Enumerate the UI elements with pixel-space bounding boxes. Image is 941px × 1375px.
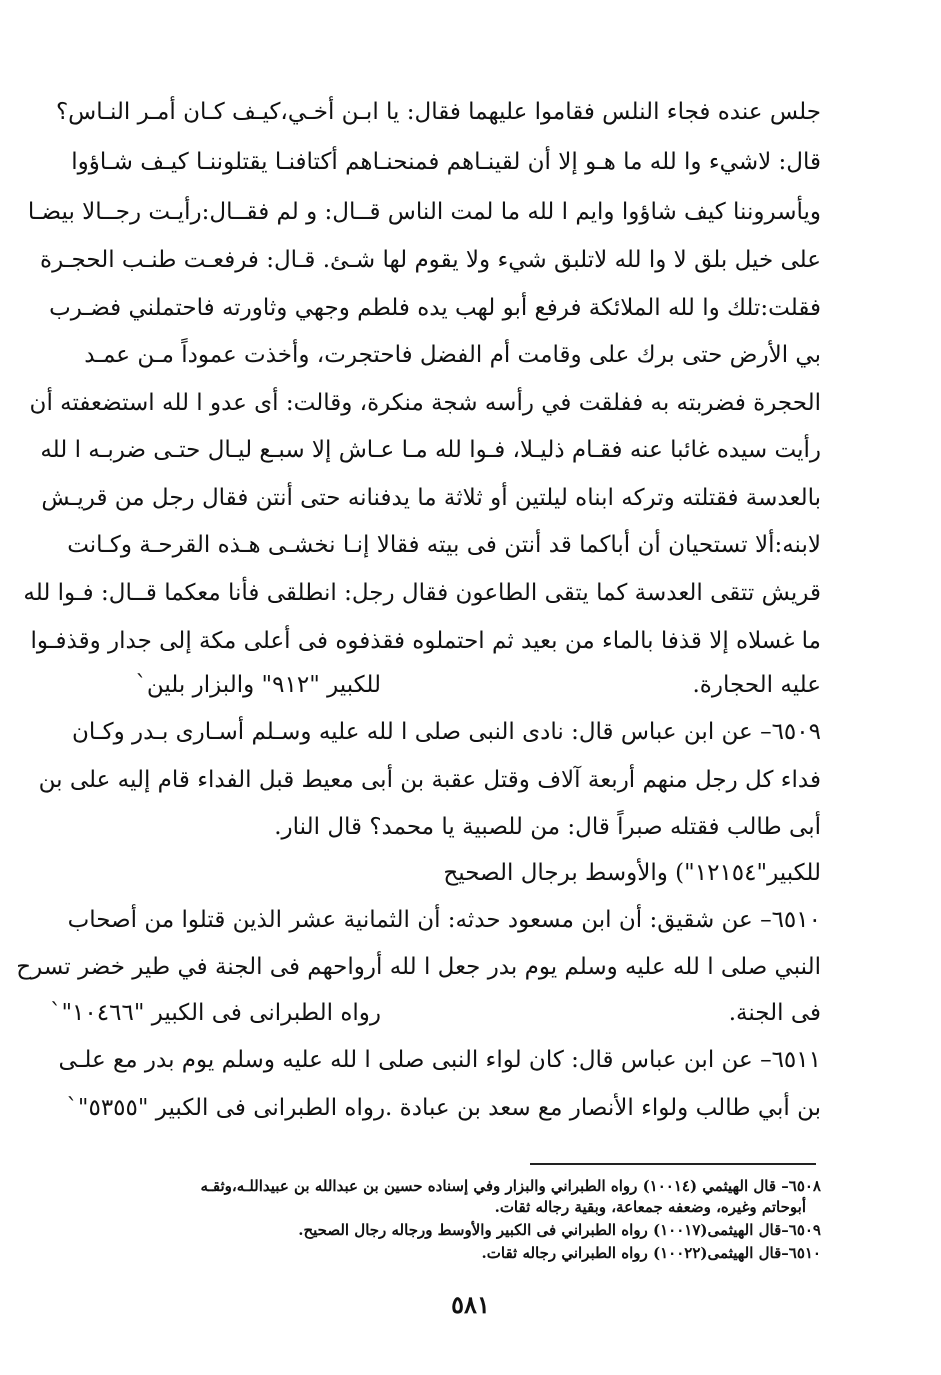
hadith-6509-line: فداء كل رجل منهم أربعة آلاف وقتل عقبة بن أبى معيط قبل الفداء قام إليه على بن (38, 767, 821, 793)
text-line: رأيت سيده غائبا عنه فقـام ذليـلا، فـوا لله مـا عـاش إلا سبـع ليـال حتـى ضربـه ا لله (40, 437, 821, 463)
source-reference: للكبير"١٢١٥٤") والأوسط برجال الصحيح (443, 860, 821, 886)
hadith-6511-line: ٦٥١١– عن ابن عباس قال: كان لواء النبى صلى ا لله عليه وسلم يوم بدر مع علـى (58, 1047, 821, 1073)
footnote-divider (530, 1163, 816, 1165)
hadith-6511-line: بن أبي طالب ولواء الأنصار مع سعد بن عبادة .رواه الطبرانى فى الكبير "٥٣٥٥"` (66, 1095, 821, 1121)
text-line: ويأسروننا كيف شاؤوا وايم ا لله ما لمت الناس قــال: و لم فقــال:رأيـت رجــالا بيضـا (27, 199, 821, 225)
text-line: جلس عنده فجاء النلس فقاموا عليهما فقال: يا ابـن أخـي،كيـف كـان أمـر النـاس؟ (55, 99, 821, 125)
hadith-6510-line: النبي صلى ا لله عليه وسلم يوم بدر جعل ا لله أرواحهم فى الجنة في طير خضر تسرح (16, 954, 821, 980)
hadith-6509-line: أبى طالب فقتله صبراً قال: من للصبية يا محمد؟ قال النار. (274, 814, 821, 840)
footnote: ٦٥١٠–قال الهيثمى(١٠٠٢٢) رواه الطبراني رجاله ثقات. (481, 1244, 821, 1262)
hadith-6509-line: ٦٥٠٩– عن ابن عباس قال: نادى النبى صلى ا لله عليه وسـلم أسـارى بـدر وكـان (72, 719, 821, 745)
footnote: أبوحاتم وغيره، وضعفه جمعاعة، وبقية رجاله ثقات. (494, 1198, 806, 1216)
closing-text: فى الجنة. (728, 1000, 821, 1026)
source-reference: رواه الطبرانى فى الكبير "١٠٤٦٦"` (49, 1000, 381, 1026)
hadith-6508-closing (121, 670, 821, 700)
text-line: قريش تتقى العدسة كما يتقى الطاعون فقال رجل: انطلقى فأنا معكما قــال: فـوا لله (23, 580, 821, 606)
closing-text: عليه الحجارة. (692, 672, 821, 698)
hadith-6510-closing (49, 998, 821, 1028)
hadith-6510-line: ٦٥١٠– عن شقيق: أن ابن مسعود حدثه: أن الثمانية عشر الذين قتلوا من أصحاب (67, 907, 821, 933)
footnote: ٦٥٠٩–قال الهيثمى(١٠٠١٧) رواه الطبراني فى الكبير والأوسط ورجاله رجال الصحيح. (298, 1221, 821, 1239)
text-line: بالعدسة فقتلته وتركه ابناه ليلتين أو ثلاثة ما يدفنانه حتى أنتن فقال رجل من قريـش (41, 485, 821, 511)
text-line: قال: لاشيء وا لله ما هـو إلا أن لقينـاهم فمنحنـاهم أكتافنـا يقتلوننـا كيـف شـاؤوا (71, 149, 821, 175)
text-line: لابنه:ألا تستحيان أن أباكما قد أنتن فى بيته فقالا إنـا نخشـى هـذه القرحـة وكـانت (67, 532, 821, 558)
page-number: ٥٨١ (451, 1290, 490, 1319)
text-line: على خيل بلق لا وا لله لاتلبق شيء ولا يقوم لها شـئ. قـال: فرفعـت طنـب الحجـرة (40, 247, 821, 273)
text-line: الحجرة فضربته به ففلقت في رأسه شجة منكرة، وقالت: أى عدو ا لله استضعفته أن (29, 390, 821, 416)
source-reference: للكبير "٩١٢" والبزار بلين` (135, 672, 381, 698)
text-line: فقلت:تلك وا لله الملائكة فرفع أبو لهب يده فلطم وجهي وثاورته فاحتملني فضـرب (49, 295, 821, 321)
text-line: بي الأرض حتى برك على وقامت أم الفضل فاحتجرت، وأخذت عموداً مـن عمـد (84, 342, 821, 368)
footnote: ٦٥٠٨– قال الهيثمي (١٠٠١٤) رواه الطبراني والبزار وفي إسناده حسين بن عبدالله بن عبيداللـه،وثقـه (200, 1177, 821, 1195)
text-line: ما غسلاه إلا قذفا بالماء من بعيد ثم احتملوه فقذفوه فى أعلى مكة إلى جدار وقذفـوا (30, 628, 821, 654)
